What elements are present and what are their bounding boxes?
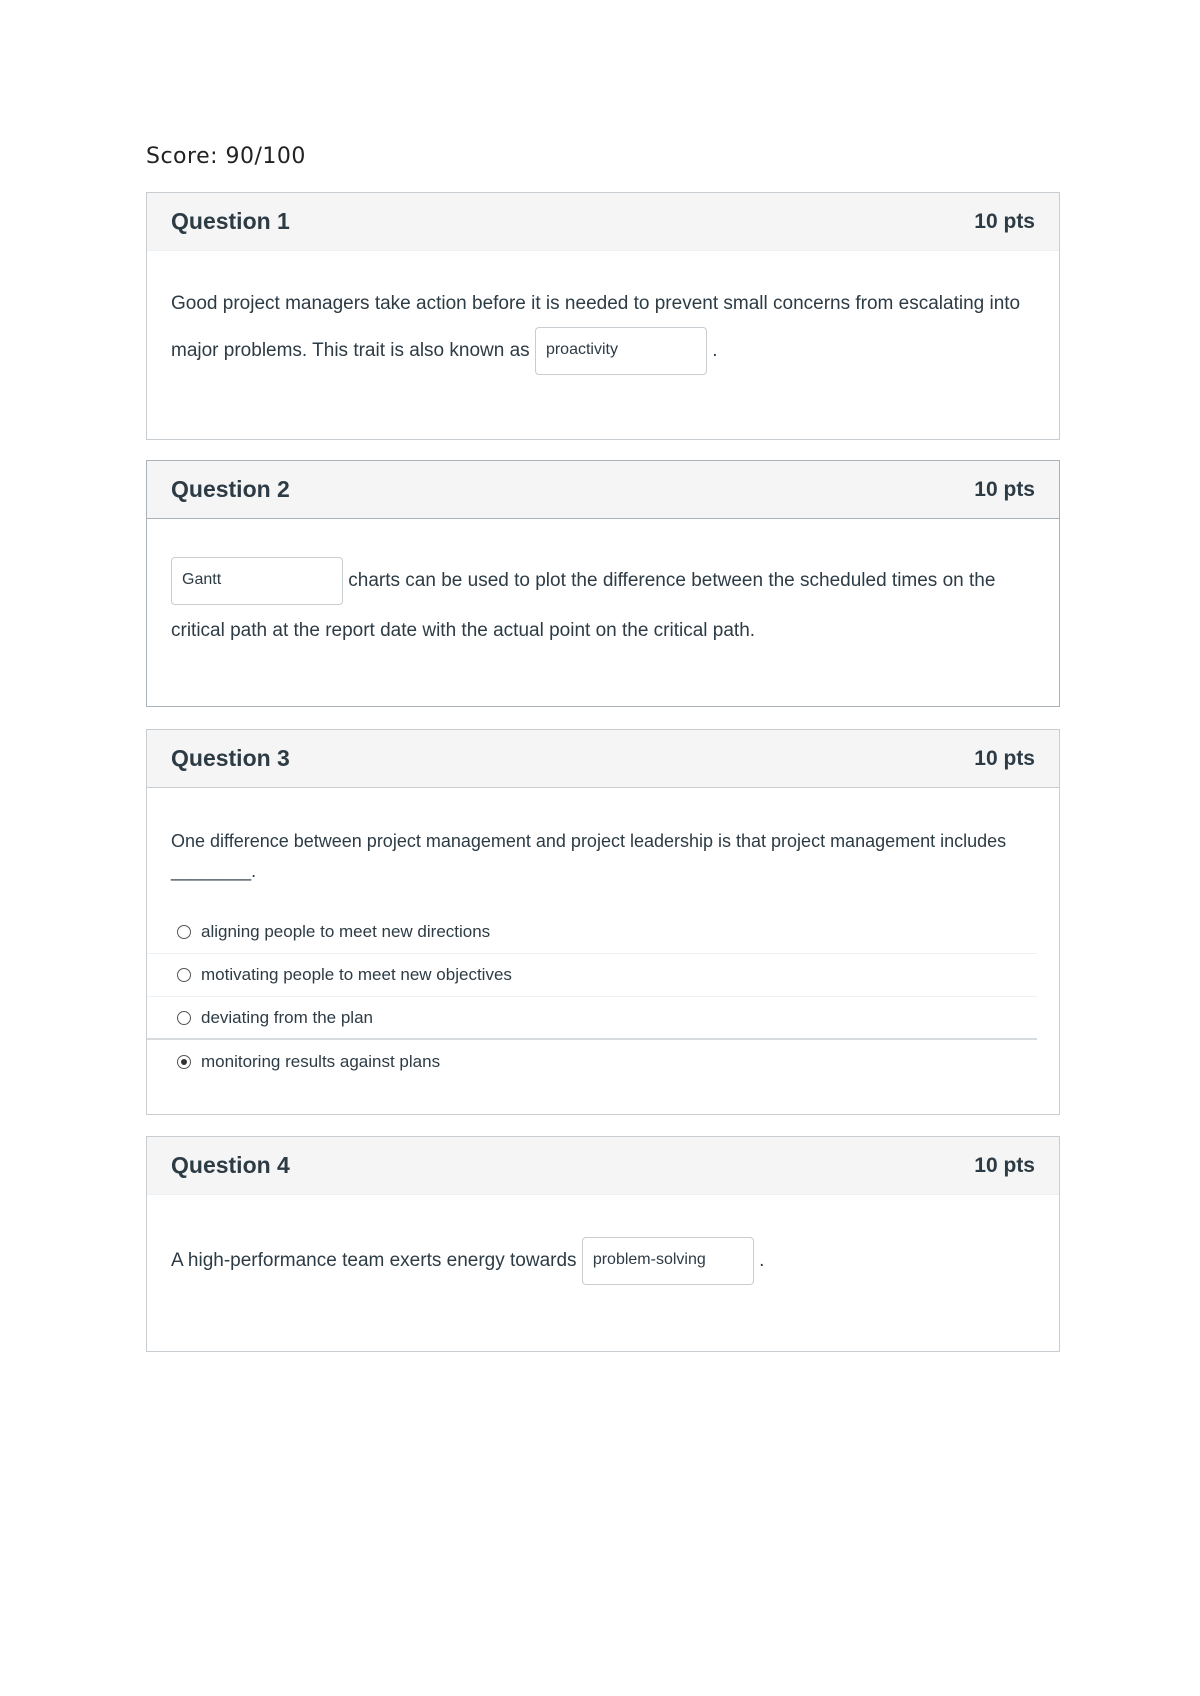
question-header — [147, 1137, 1059, 1195]
question-points: 10 pts — [974, 746, 1035, 770]
answer-field[interactable]: proactivity — [535, 327, 707, 375]
question-prompt: A high-performance team exerts energy towards — [171, 1250, 577, 1271]
radio-button[interactable] — [177, 925, 191, 939]
option-2[interactable] — [147, 954, 1037, 997]
question-title: Question 1 — [171, 208, 290, 234]
question-3 — [146, 729, 1060, 1115]
question-1 — [146, 192, 1060, 440]
question-points: 10 pts — [974, 477, 1035, 501]
radio-button[interactable] — [177, 968, 191, 982]
question-2 — [146, 460, 1060, 707]
option-3[interactable] — [147, 997, 1037, 1040]
option-label: monitoring results against plans — [201, 1051, 441, 1071]
question-title: Question 2 — [171, 476, 290, 502]
question-prompt: Good project managers take action before it is needed to prevent small concerns from escalating into major problems. This trait is also known as — [171, 293, 1021, 362]
question-header — [147, 730, 1059, 788]
question-header — [147, 461, 1059, 519]
option-label: aligning people to meet new directions — [201, 922, 491, 941]
question-text — [171, 1235, 1037, 1287]
prompt-end: . — [712, 340, 718, 362]
answer-options — [147, 911, 1037, 1083]
score-text: Score: 90/100 — [146, 144, 306, 169]
question-title: Question 3 — [171, 745, 290, 771]
question-prompt: charts can be used to plot the difference between the scheduled times on the critical path at the report date with the actual point on the critical path. — [171, 570, 996, 641]
radio-button-selected[interactable] — [177, 1055, 191, 1069]
question-text — [171, 281, 1037, 375]
option-label: deviating from the plan — [201, 1007, 373, 1027]
question-text — [171, 556, 1037, 656]
question-points: 10 pts — [974, 209, 1035, 233]
question-text: One difference between project management and project leadership is that project management includes ________. — [171, 831, 1007, 881]
answer-field[interactable]: problem-solving — [582, 1237, 754, 1285]
option-4[interactable] — [147, 1040, 1037, 1083]
prompt-end: . — [759, 1250, 765, 1271]
radio-button[interactable] — [177, 1011, 191, 1025]
question-4 — [146, 1136, 1060, 1352]
answer-field[interactable]: Gantt — [171, 557, 343, 605]
option-label: motivating people to meet new objectives — [201, 965, 512, 984]
question-points: 10 pts — [974, 1153, 1035, 1177]
question-header — [147, 193, 1059, 251]
question-title: Question 4 — [171, 1152, 290, 1178]
option-1[interactable] — [147, 911, 1037, 954]
